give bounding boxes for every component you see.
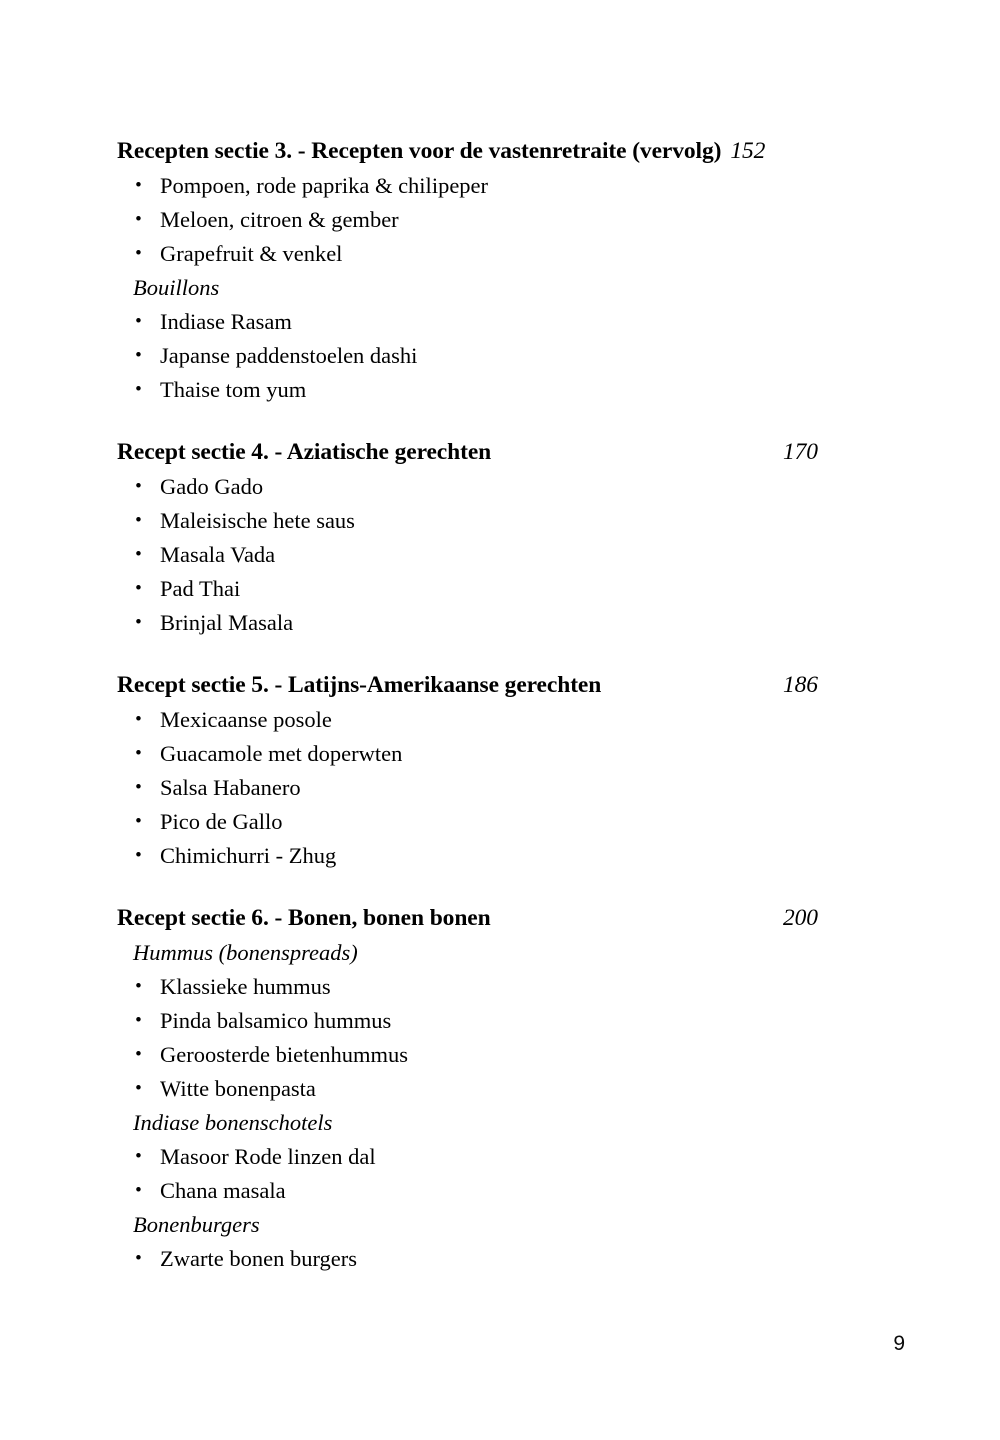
list-item[interactable] (117, 1038, 907, 1072)
section-heading[interactable] (117, 435, 907, 469)
bullet-icon: • (135, 311, 142, 332)
toc-section (117, 668, 907, 873)
bullet-icon: • (135, 1044, 142, 1065)
list-item[interactable] (117, 572, 907, 606)
list-item-label: Masala Vada (160, 542, 276, 567)
dish-list (117, 1140, 907, 1208)
section-page-number: 170 (783, 439, 818, 465)
list-item-label: Witte bonenpasta (160, 1076, 316, 1101)
bullet-icon: • (135, 510, 142, 531)
list-item[interactable] (117, 373, 907, 407)
section-page-number: 186 (783, 672, 818, 698)
list-item[interactable] (117, 970, 907, 1004)
list-item-label: Pad Thai (160, 576, 241, 601)
bullet-icon: • (135, 379, 142, 400)
list-item[interactable] (117, 606, 907, 640)
section-heading-title: Recept sectie 5. - Latijns-Amerikaanse gerechten (117, 672, 602, 698)
list-item[interactable] (117, 169, 907, 203)
list-item[interactable] (117, 339, 907, 373)
subgroup-label: Bonenburgers (133, 1212, 260, 1237)
list-item-label: Klassieke hummus (160, 974, 331, 999)
list-item[interactable] (117, 703, 907, 737)
bullet-icon: • (135, 1146, 142, 1167)
list-item[interactable] (117, 737, 907, 771)
dish-list (117, 305, 907, 407)
section-heading-title: Recept sectie 4. - Aziatische gerechten (117, 439, 492, 465)
list-item[interactable] (117, 237, 907, 271)
list-item-label: Pico de Gallo (160, 809, 283, 834)
dish-list (117, 703, 907, 873)
list-item[interactable] (117, 805, 907, 839)
subgroup-label: Indiase bonenschotels (133, 1110, 333, 1135)
bullet-icon: • (135, 743, 142, 764)
dish-list (117, 970, 907, 1106)
list-item[interactable] (117, 470, 907, 504)
list-item-label: Brinjal Masala (160, 610, 294, 635)
bullet-icon: • (135, 709, 142, 730)
bullet-icon: • (135, 1010, 142, 1031)
bullet-icon: • (135, 1248, 142, 1269)
bullet-icon: • (135, 777, 142, 798)
section-page-number: 152 (730, 138, 766, 164)
list-item[interactable] (117, 1072, 907, 1106)
bullet-icon: • (135, 243, 142, 264)
list-item-label: Guacamole met doperwten (160, 741, 403, 766)
toc-body (117, 134, 907, 1276)
toc-section (117, 901, 907, 1276)
list-item-label: Masoor Rode linzen dal (160, 1144, 376, 1169)
dish-list (117, 169, 907, 271)
bullet-icon: • (135, 1180, 142, 1201)
list-item-label: Pinda balsamico hummus (160, 1008, 392, 1033)
section-heading-title: Recepten sectie 3. - Recepten voor de vastenretraite (vervolg) (117, 138, 722, 164)
bullet-icon: • (135, 612, 142, 633)
bullet-icon: • (135, 976, 142, 997)
section-heading[interactable] (117, 901, 907, 935)
section-heading[interactable] (117, 668, 907, 702)
list-item[interactable] (117, 1140, 907, 1174)
list-item-label: Zwarte bonen burgers (160, 1246, 358, 1271)
list-item-label: Mexicaanse posole (160, 707, 332, 732)
bullet-icon: • (135, 544, 142, 565)
list-item-label: Japanse paddenstoelen dashi (160, 343, 418, 368)
bullet-icon: • (135, 811, 142, 832)
section-page-number: 200 (783, 905, 818, 931)
section-heading[interactable] (117, 134, 907, 168)
section-heading-title: Recept sectie 6. - Bonen, bonen bonen (117, 905, 491, 931)
list-item[interactable] (117, 771, 907, 805)
list-item-label: Grapefruit & venkel (160, 241, 343, 266)
dish-list (117, 1242, 907, 1276)
list-item-label: Thaise tom yum (160, 377, 307, 402)
bullet-icon: • (135, 209, 142, 230)
list-item[interactable] (117, 1174, 907, 1208)
subgroup-label: Hummus (bonenspreads) (133, 940, 358, 965)
bullet-icon: • (135, 1078, 142, 1099)
list-item[interactable] (117, 1004, 907, 1038)
toc-section (117, 134, 907, 407)
list-item[interactable] (117, 839, 907, 873)
list-item[interactable] (117, 504, 907, 538)
list-item[interactable] (117, 1242, 907, 1276)
list-item-label: Maleisische hete saus (160, 508, 355, 533)
list-item[interactable] (117, 538, 907, 572)
list-item-label: Pompoen, rode paprika & chilipeper (160, 173, 489, 198)
list-item-label: Salsa Habanero (160, 775, 301, 800)
list-item[interactable] (117, 305, 907, 339)
dish-list (117, 470, 907, 640)
list-item-label: Chana masala (160, 1178, 286, 1203)
list-item-label: Meloen, citroen & gember (160, 207, 399, 232)
list-item-label: Geroosterde bietenhummus (160, 1042, 409, 1067)
bullet-icon: • (135, 578, 142, 599)
list-item[interactable] (117, 203, 907, 237)
list-item-label: Chimichurri - Zhug (160, 843, 337, 868)
bullet-icon: • (135, 175, 142, 196)
bullet-icon: • (135, 476, 142, 497)
list-item-label: Indiase Rasam (160, 309, 292, 334)
toc-section (117, 435, 907, 640)
list-item-label: Gado Gado (160, 474, 264, 499)
bullet-icon: • (135, 845, 142, 866)
bullet-icon: • (135, 345, 142, 366)
subgroup-label: Bouillons (133, 275, 220, 300)
page-folio: 9 (893, 1332, 905, 1355)
